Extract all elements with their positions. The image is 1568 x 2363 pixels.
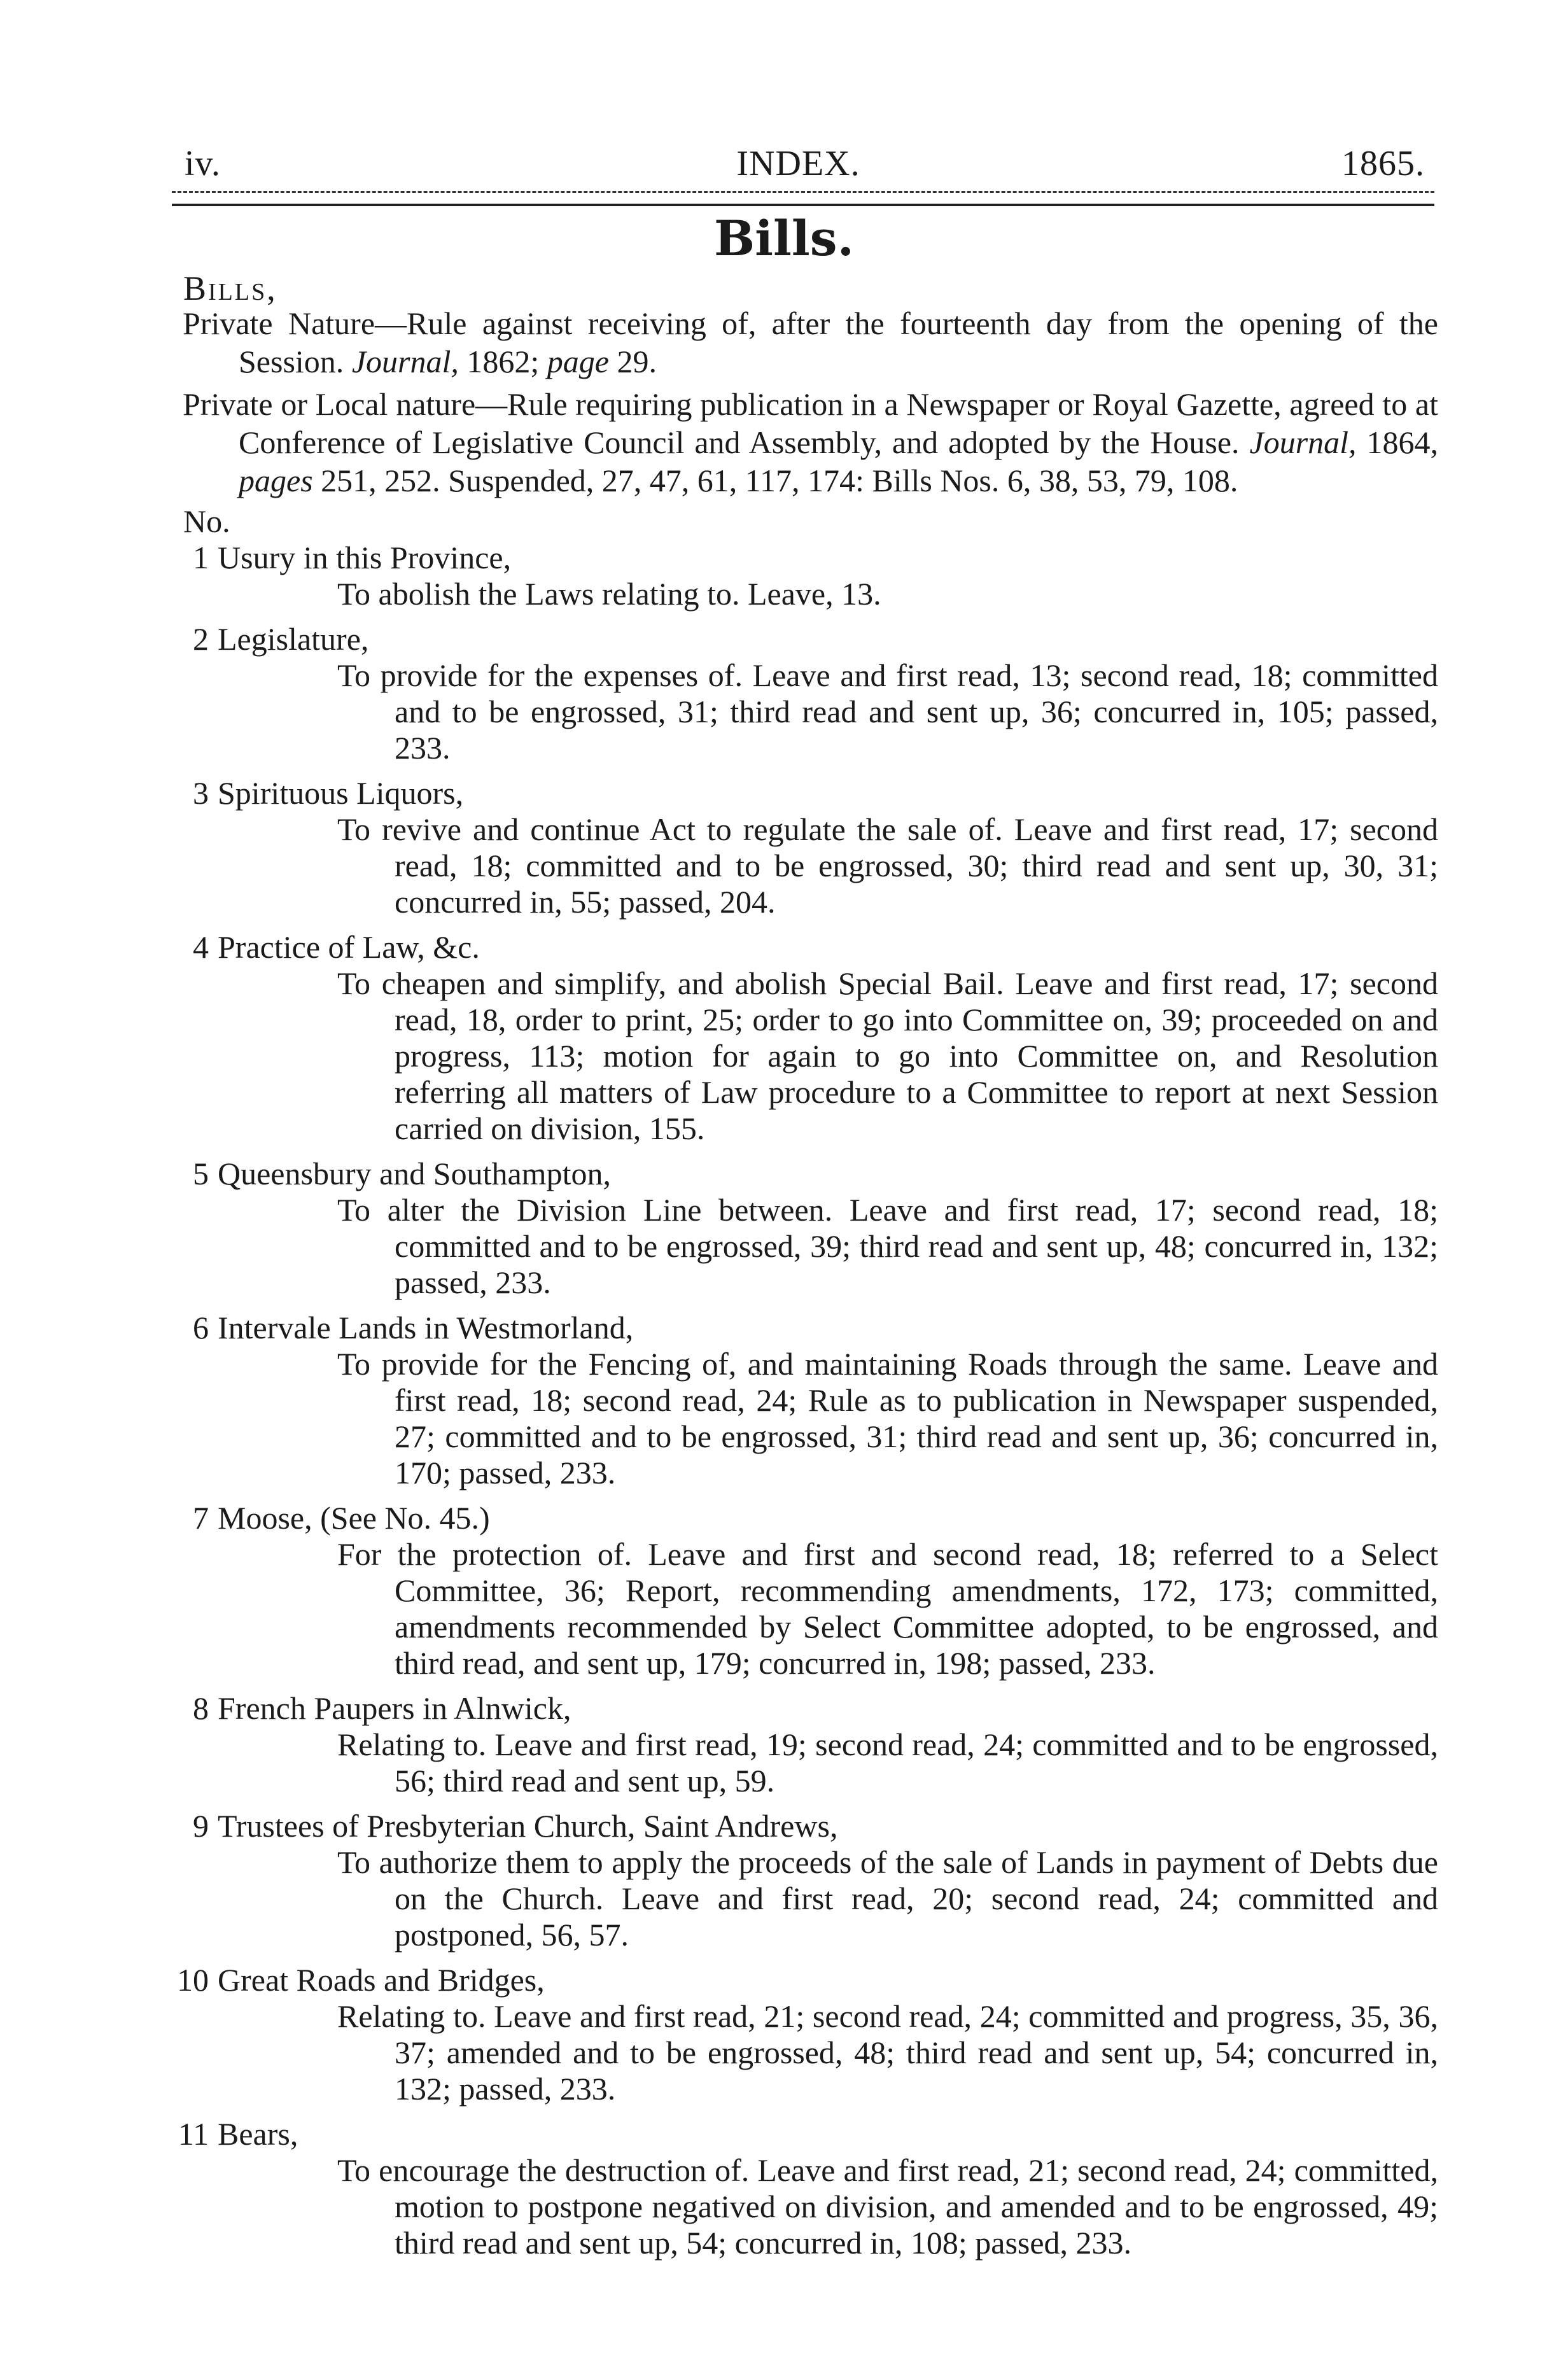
page-ref: 29.	[617, 344, 657, 379]
bill-title: Intervale Lands in Westmorland,	[218, 1310, 634, 1345]
bill-entry	[172, 621, 1438, 766]
page-word: pages	[239, 463, 313, 498]
bill-number: 1	[193, 540, 209, 575]
bill-entry	[172, 775, 1438, 920]
bill-number: 7	[193, 1500, 209, 1536]
bill-heading	[172, 1500, 1438, 1536]
page-ref: 251, 252.	[321, 463, 440, 498]
bill-heading	[172, 621, 1438, 657]
bill-title: Bears,	[218, 2116, 298, 2152]
bill-entry	[172, 2116, 1438, 2261]
preamble-text: Private Nature—Rule against receiving of, after the fourteenth day from the opening of the Session.	[183, 305, 1438, 379]
bill-number: 2	[193, 621, 209, 657]
section-title: Bills.	[713, 210, 855, 267]
bill-heading	[172, 1690, 1438, 1727]
bill-number: 11	[178, 2116, 209, 2152]
bill-number: 5	[193, 1156, 209, 1191]
page-number: iv.	[185, 144, 221, 183]
bill-list	[172, 540, 1438, 2270]
bill-number: 6	[193, 1310, 209, 1345]
bill-title: Trustees of Presbyterian Church, Saint Andrews,	[218, 1808, 838, 1844]
suspended-list: Suspended, 27, 47, 61, 117, 174: Bills Nos. 6, 38, 53, 79, 108.	[448, 463, 1238, 498]
bill-heading	[172, 929, 1438, 965]
bill-title: Usury in this Province,	[218, 540, 512, 575]
bill-proceedings: For the protection of. Leave and first and second read, 18; referred to a Select Committee, 36; Report, recommending amendments, 172, 173; committed, amendments recommended by Select Committee adopted, to be engrossed, and third read, and sent up, 179; concurred in, 198; passed, 233.	[337, 1536, 1438, 1681]
bill-heading	[172, 2116, 1438, 2152]
bill-heading	[172, 1310, 1438, 1346]
preamble-text: Private or Local nature—Rule requiring publication in a Newspaper or Royal Gazette, agreed to at Conference of Legislative Council and Assembly, and adopted by the House.	[183, 386, 1438, 460]
bill-heading	[172, 1156, 1438, 1192]
bill-title: French Paupers in Alnwick,	[218, 1690, 571, 1726]
bill-proceedings: To encourage the destruction of. Leave and first read, 21; second read, 24; committed, motion to postpone negatived on division, and amended and to be engrossed, 49; third read and sent up, 54; concurred in, 108; passed, 233.	[337, 2152, 1438, 2261]
preamble-entry-2	[172, 385, 1438, 500]
bill-heading	[172, 775, 1438, 811]
page-title: INDEX.	[736, 144, 860, 183]
bill-number: 4	[193, 929, 209, 965]
bill-title: Spirituous Liquors,	[218, 775, 464, 811]
journal-year: 1864,	[1366, 424, 1438, 460]
journal-word: Journal,	[351, 344, 459, 379]
bill-proceedings: To provide for the expenses of. Leave and first read, 13; second read, 18; committed and to be engrossed, 31; third read and sent up, 36; concurred in, 105; passed, 233.	[337, 657, 1438, 766]
bill-proceedings: Relating to. Leave and first read, 21; second read, 24; committed and progress, 35, 36, 37; amended and to be engrossed, 48; third read and sent up, 54; concurred in, 132; passed, 233.	[337, 1998, 1438, 2107]
bill-entry	[172, 1808, 1438, 1953]
bill-entry	[172, 1500, 1438, 1681]
bill-proceedings: To cheapen and simplify, and abolish Special Bail. Leave and first read, 17; second read, 18, order to print, 25; order to go into Committee on, 39; proceeded on and progress, 113; motion for again to go into Committee on, and Resolution referring all matters of Law procedure to a Committee to report at next Session carried on division, 155.	[337, 965, 1438, 1146]
bill-heading	[172, 1808, 1438, 1844]
bill-entry	[172, 540, 1438, 612]
bill-number: 8	[193, 1690, 209, 1726]
bill-proceedings: Relating to. Leave and first read, 19; second read, 24; committed and to be engrossed, 56; third read and sent up, 59.	[337, 1727, 1438, 1799]
journal-word: Journal,	[1249, 424, 1357, 460]
bill-number: 9	[193, 1808, 209, 1844]
bill-entry	[172, 1156, 1438, 1301]
bill-proceedings: To authorize them to apply the proceeds of the sale of Lands in payment of Debts due on the Church. Leave and first read, 20; second read, 24; committed and postponed, 56, 57.	[337, 1844, 1438, 1953]
header-rule-dashed	[172, 191, 1434, 193]
bill-heading	[172, 540, 1438, 576]
bill-number: 3	[193, 775, 209, 811]
bill-proceedings: To abolish the Laws relating to. Leave, 13.	[337, 576, 881, 612]
page-year: 1865.	[1341, 144, 1425, 183]
bill-title: Practice of Law, &c.	[218, 929, 480, 965]
bill-number: 10	[177, 1962, 209, 1998]
bill-proceedings: To provide for the Fencing of, and maintaining Roads through the same. Leave and first read, 18; second read, 24; Rule as to publication in Newspaper suspended, 27; committed and to be engrossed, 31; third read and sent up, 36; concurred in, 170; passed, 233.	[337, 1346, 1438, 1490]
bill-heading	[172, 1962, 1438, 1998]
bill-title: Queensbury and Southampton,	[218, 1156, 611, 1191]
bill-entry	[172, 929, 1438, 1147]
category-label: Bills,	[183, 269, 277, 307]
bill-title: Great Roads and Bridges,	[218, 1962, 545, 1998]
preamble-entry-1	[172, 304, 1438, 381]
bill-proceedings: To alter the Division Line between. Leave and first read, 17; second read, 18; committed and to be engrossed, 39; third read and sent up, 48; concurred in, 132; passed, 233.	[337, 1192, 1438, 1300]
bill-entry	[172, 1310, 1438, 1491]
bill-title: Moose, (See No. 45.)	[218, 1500, 490, 1536]
bill-entry	[172, 1962, 1438, 2107]
bill-proceedings: To revive and continue Act to regulate the sale of. Leave and first read, 17; second read, 18; committed and to be engrossed, 30; third read and sent up, 30, 31; concurred in, 55; passed, 204.	[337, 811, 1438, 920]
page-word: page	[547, 344, 609, 379]
number-column-label: No.	[183, 503, 230, 539]
bill-entry	[172, 1690, 1438, 1799]
header-rule-solid	[172, 204, 1434, 206]
bill-title: Legislature,	[218, 621, 369, 657]
journal-year: 1862;	[466, 344, 540, 379]
